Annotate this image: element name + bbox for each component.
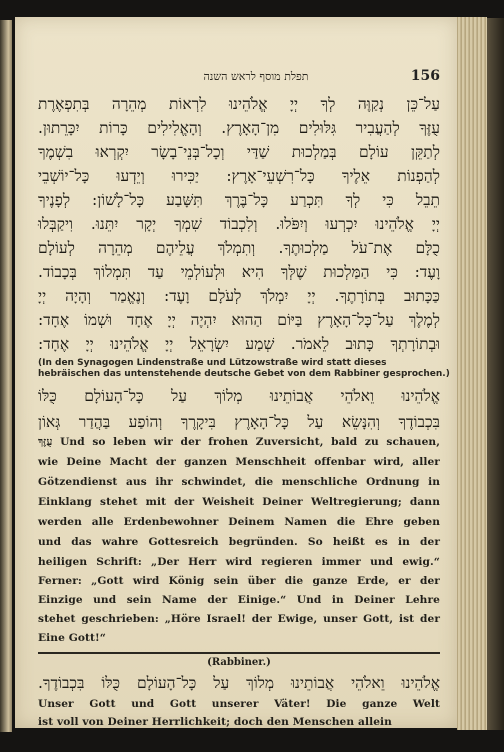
hebrew-line: בִּכְבוֹדֶךָ וְהִנָּשֵׂא עַל כָּל־הָאָרֶץ בִּיקָרֶךָ וְהוֹפַע בַּהֲדַר גְּאוֹן xyxy=(38,413,440,431)
hebrew-line: יְיָ אֱלֹהֵינוּ יִכְרְעוּ וְיִפֹּלוּ. וְלִכְבוֹד שִׁמְךָ יְקָר יִתֵּנוּ. וִיקַבְּלוּ xyxy=(38,215,440,233)
german-line: Götzendienst aus ihr schwindet, die menschliche Ordnung in xyxy=(38,476,440,488)
german-line: heiligen Schrift: „Der Herr wird regieren immer und ewig.“ xyxy=(38,556,440,568)
hebrew-line: לְמֶלֶךְ עַל־כָּל־הָאָרֶץ בַּיּוֹם הַהוּא יִהְיֶה יְיָ אֶחָד וּשְׁמוֹ אֶחָד: xyxy=(38,311,440,329)
page-stack-edge xyxy=(457,17,487,730)
rubric-note-line: hebräischen das untenstehende deutsche Gebet von dem Rabbiner gesprochen.) xyxy=(38,369,450,379)
hebrew-line: כַּכָּתוּב בְּתוֹרָתֶךָ. יְיָ יִמְלֹךְ לְעֹלָם וָעֶד: וְנֶאֱמַר וְהָיָה יְיָ xyxy=(38,287,440,305)
hebrew-line: אֱלֹהֵינוּ וֵאלֹהֵי אֲבוֹתֵינוּ מְלוֹךְ עַל כָּל־הָעוֹלָם כֻּלּוֹ xyxy=(38,387,440,405)
hebrew-line: עַל־כֵּן נְקַוֶּה לְךָ יְיָ אֱלֹהֵינוּ לִרְאוֹת מְהֵרָה בְּתִפְאֶרֶת xyxy=(38,95,440,113)
german-line: Einklang stehet mit der Weisheit Deiner Weltregierung; dann xyxy=(38,496,440,508)
hebrew-line: וּבְתוֹרָתְךָ כָּתוּב לֵאמֹר. שְׁמַע יִשְׂרָאֵל יְיָ אֱלֹהֵינוּ יְיָ אֶחָד: xyxy=(38,335,440,353)
german-line: werden alle Erdenbewohner Deinem Namen die Ehre geben xyxy=(38,516,440,528)
german-line: עֻזֶּךָ Und so leben wir der frohen Zuversicht, bald zu schauen, xyxy=(38,436,440,448)
facing-page-edge xyxy=(0,20,12,732)
german-line: Unser Gott und Gott unserer Väter! Die ganze Welt xyxy=(38,698,440,710)
hebrew-line: וָעֶד: כִּי הַמַּלְכוּת שֶׁלְּךָ הִיא וּלְעוֹלְמֵי עַד תִּמְלוֹךְ בְּכָבוֹד. xyxy=(38,263,440,281)
hebrew-line: לְהַפְנוֹת אֵלֶיךָ כָּל־רִשְׁעֵי־אָרֶץ: יַכִּירוּ וְיֵדְעוּ כָּל־יוֹשְׁבֵי xyxy=(38,167,440,185)
german-line: Ferner: „Gott wird König sein über die ganze Erde, er der xyxy=(38,575,440,587)
german-line: und das wahre Gottesreich begründen. So heißt es in der xyxy=(38,536,440,548)
section-divider xyxy=(38,652,440,654)
german-line: stehet geschrieben: „Höre Israel! der Ewige, unser Gott, ist der xyxy=(38,613,440,625)
book-cover-edge xyxy=(487,18,504,730)
rubric-note-line: (In den Synagogen Lindenstraße und Lützowstraße wird statt dieses xyxy=(38,358,387,368)
hebrew-line: עֻזֶּךָ לְהַעֲבִיר גִּלּוּלִים מִן־הָאָרֶץ. וְהָאֱלִילִים כָּרוֹת יִכָּרֵתוּן. xyxy=(38,119,440,137)
hebrew-line: תֵבֵל כִּי לְךָ תִּכְרַע כָּל־בֶּרֶךְ תִּשָּׁבַע כָּל־לָשׁוֹן: לְפָנֶיךָ xyxy=(38,191,440,209)
rabbiner-label: (Rabbiner.) xyxy=(207,657,271,668)
hebrew-line: לְתַקֵּן עוֹלָם בְּמַלְכוּת שַׁדַּי וְכָל־בְּנֵי־בָשָׂר יִקְרְאוּ בִשְׁמֶךָ xyxy=(38,143,440,161)
hebrew-line: אֱלֹהֵינוּ וֵאלֹהֵי אֲבוֹתֵינוּ מְלוֹךְ עַל כָּל־הָעוֹלָם כֻּלּוֹ בִּכְבוֹדֶךָ. xyxy=(38,674,440,692)
hebrew-line: כֻלָּם אֶת־עֹל מַלְכוּתֶךָ. וְתִמְלֹךְ עֲלֵיהֶם מְהֵרָה לְעוֹלָם xyxy=(38,239,440,257)
german-line: wie Deine Macht der ganzen Menschheit offenbar wird, aller xyxy=(38,456,440,468)
page-number: 156 xyxy=(410,68,440,84)
page-header xyxy=(38,70,440,90)
german-line: Einzige und sein Name der Einige.“ Und in Deiner Lehre xyxy=(38,594,440,606)
running-head: תפלת מוסף לראש השנה xyxy=(203,70,309,83)
german-line: ist voll von Deiner Herrlichkeit; doch den Menschen allein xyxy=(38,716,392,728)
german-line: Eine Gott!“ xyxy=(38,632,106,644)
